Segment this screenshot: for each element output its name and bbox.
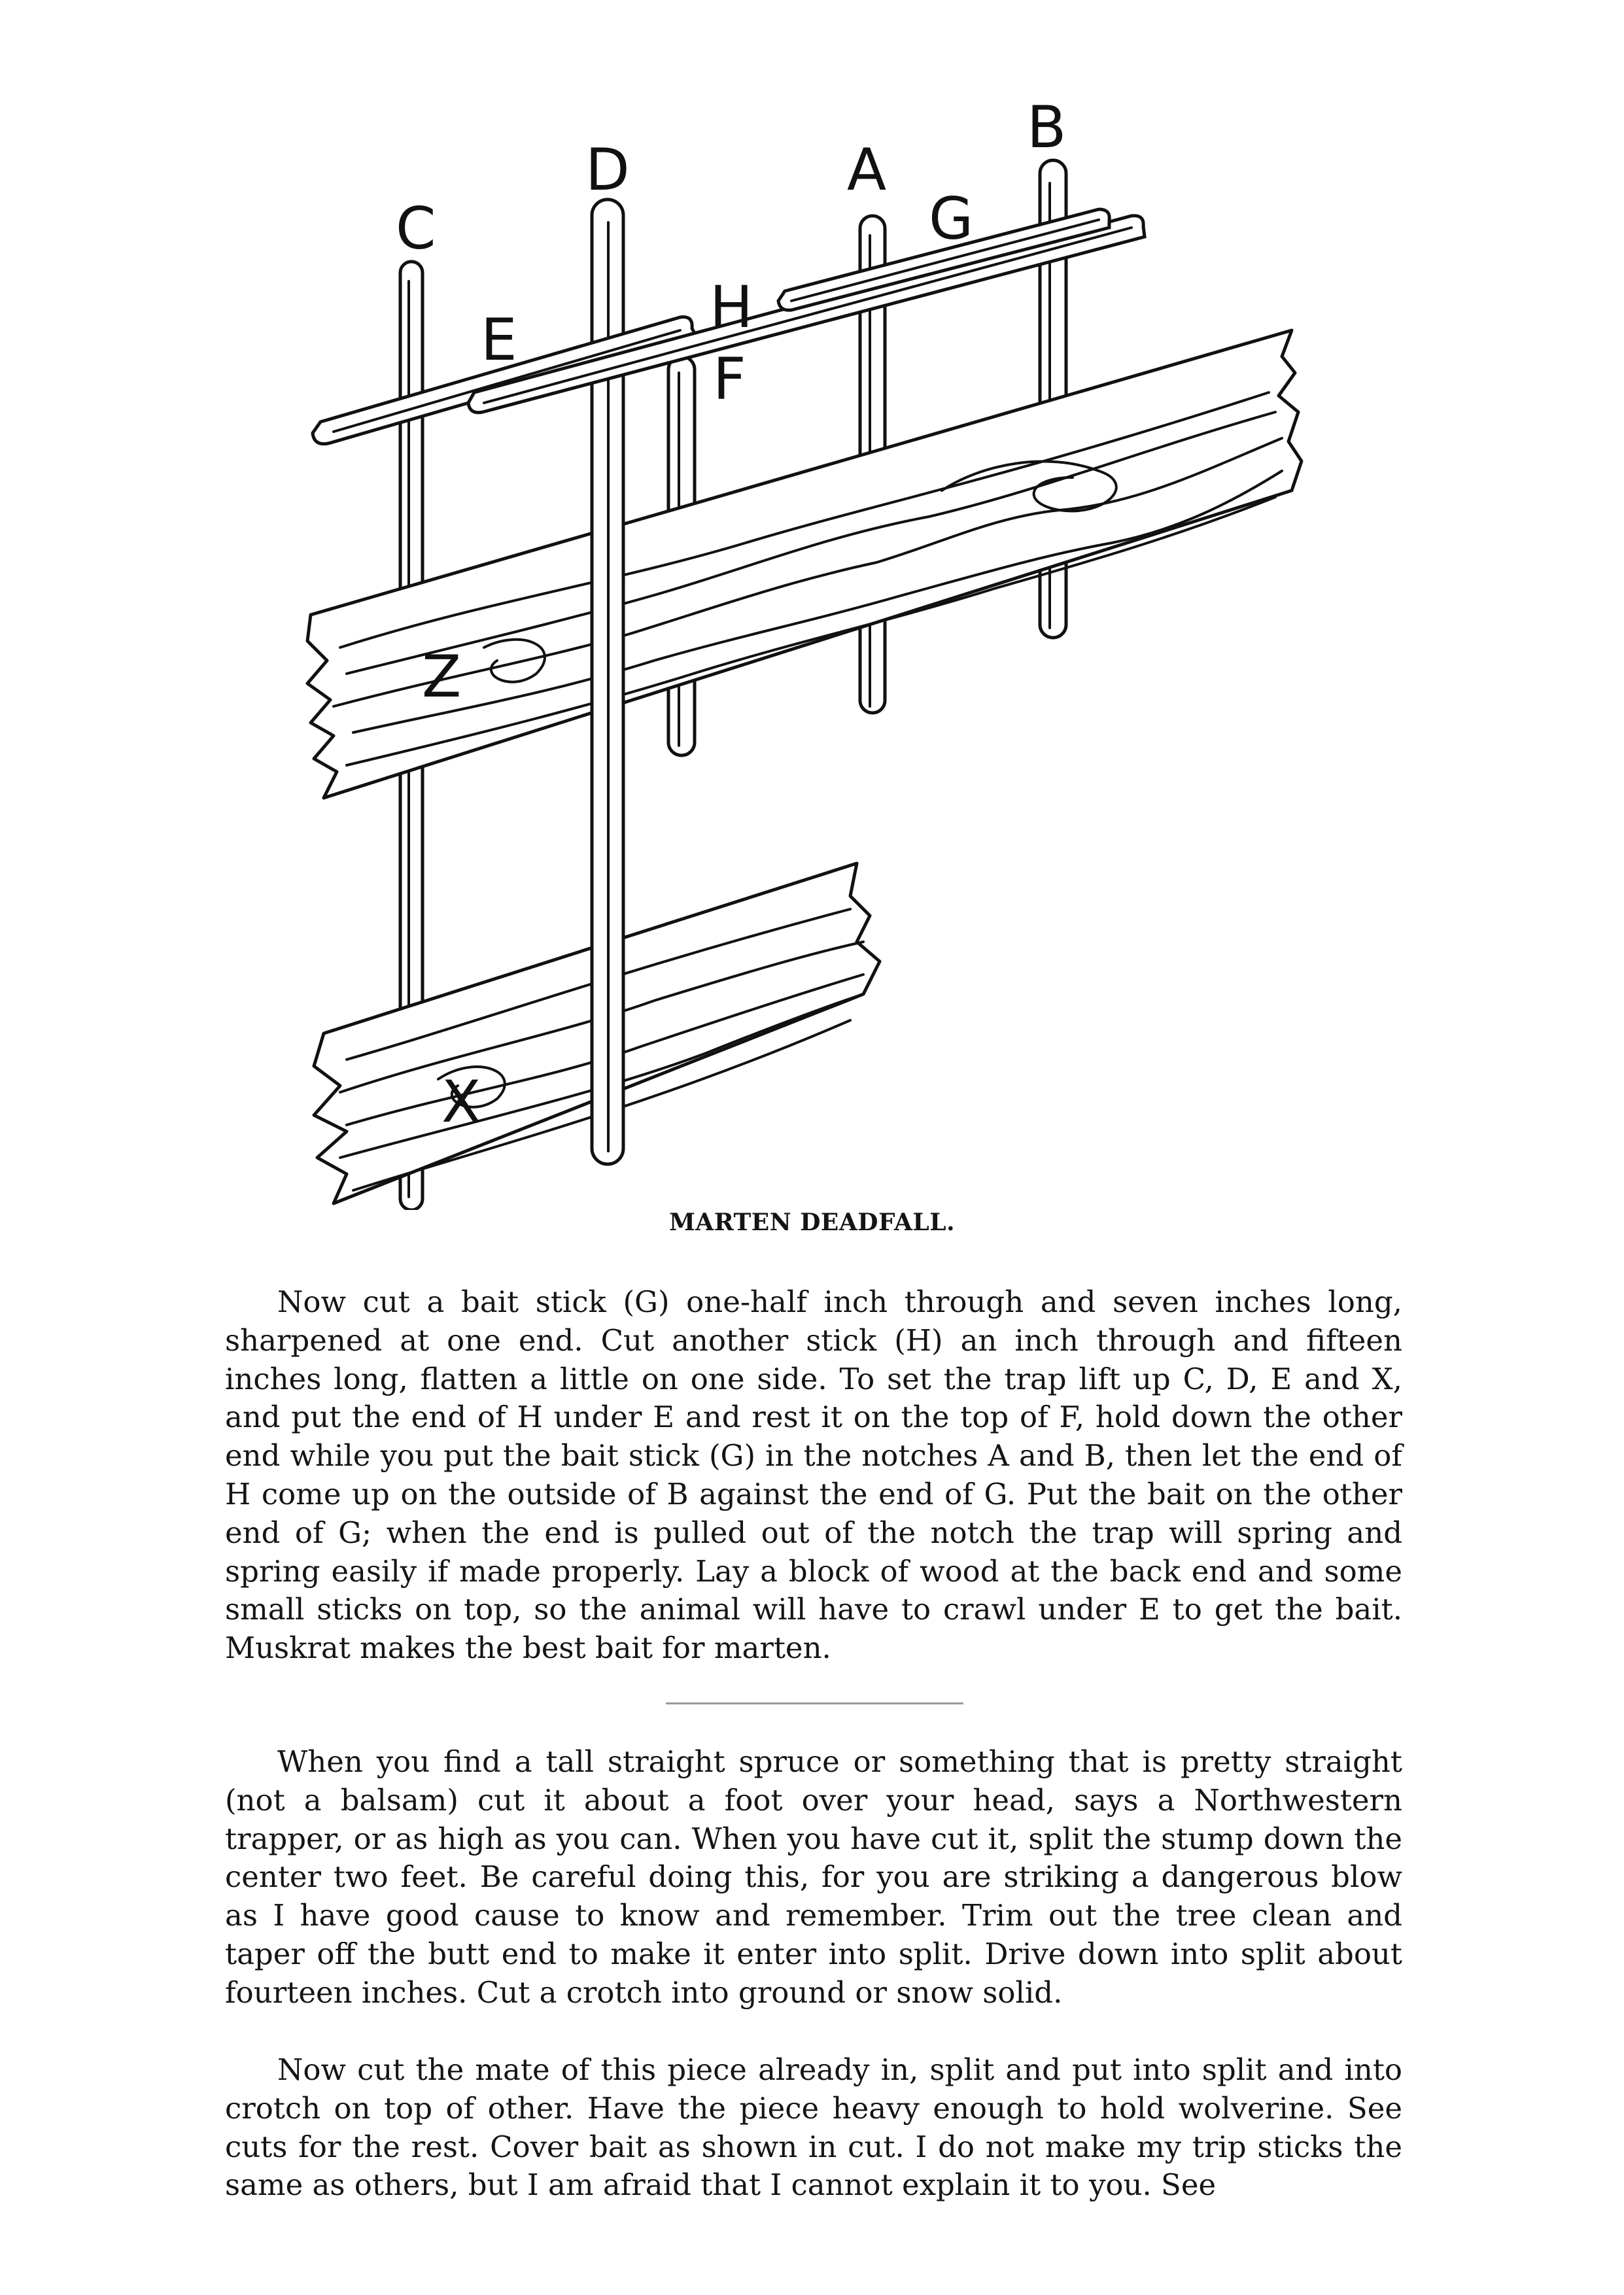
marten-deadfall-illustration	[288, 85, 1334, 1210]
label-x: X	[441, 1068, 481, 1135]
label-a: A	[847, 136, 887, 203]
paragraph-mate-piece: Now cut the mate of this piece already in, split and put into split and into crotch on top of other. Have the piece heavy enough to hold wolverine. See cuts for the rest. Cover bait as shown in cut. I do not make my trip sticks the same as others, but I am afraid that I cannot explain it to you. See	[225, 2052, 1402, 2203]
label-z: Z	[422, 643, 462, 710]
figure-caption: MARTEN DEADFALL.	[668, 1209, 956, 1236]
label-e: E	[481, 306, 517, 373]
label-g: G	[929, 185, 974, 252]
section-divider	[666, 1702, 963, 1704]
label-b: B	[1027, 94, 1067, 161]
label-f: F	[713, 345, 746, 413]
paragraph-bait-stick: Now cut a bait stick (G) one-half inch through and seven inches long, sharpened at one end. Cut another stick (H) an inch through and fifteen inches long, flatten a little on one side. To set the trap lift up C, D, E and X, and put the end of H under E and rest it on the top of F, hold down the other end while you put the bait stick (G) in the notches A and B, then let the end of H come up on the outside of B against the end of G. Put the bait on the other end of G; when the end is pulled out of the notch the trap will spring and spring easily if made properly. Lay a block of wood at the back end and some small sticks on top, so the animal will have to crawl under E to get the bait. Muskrat makes the best bait for marten.	[225, 1285, 1402, 1666]
label-d: D	[585, 136, 630, 203]
label-h: H	[710, 273, 753, 341]
label-c: C	[396, 195, 436, 262]
paragraph-spruce: When you find a tall straight spruce or something that is pretty straight (not a balsam) cut it about a foot over your head, says a Northwestern trapper, or as high as you can. When you have cut it, split the stump down the center two feet. Be careful doing this, for you are striking a dangerous blow as I have good cause to know and remember. Trim out the tree clean and taper off the butt end to make it enter into split. Drive down into split about fourteen inches. Cut a crotch into ground or snow solid.	[225, 1744, 1402, 2010]
